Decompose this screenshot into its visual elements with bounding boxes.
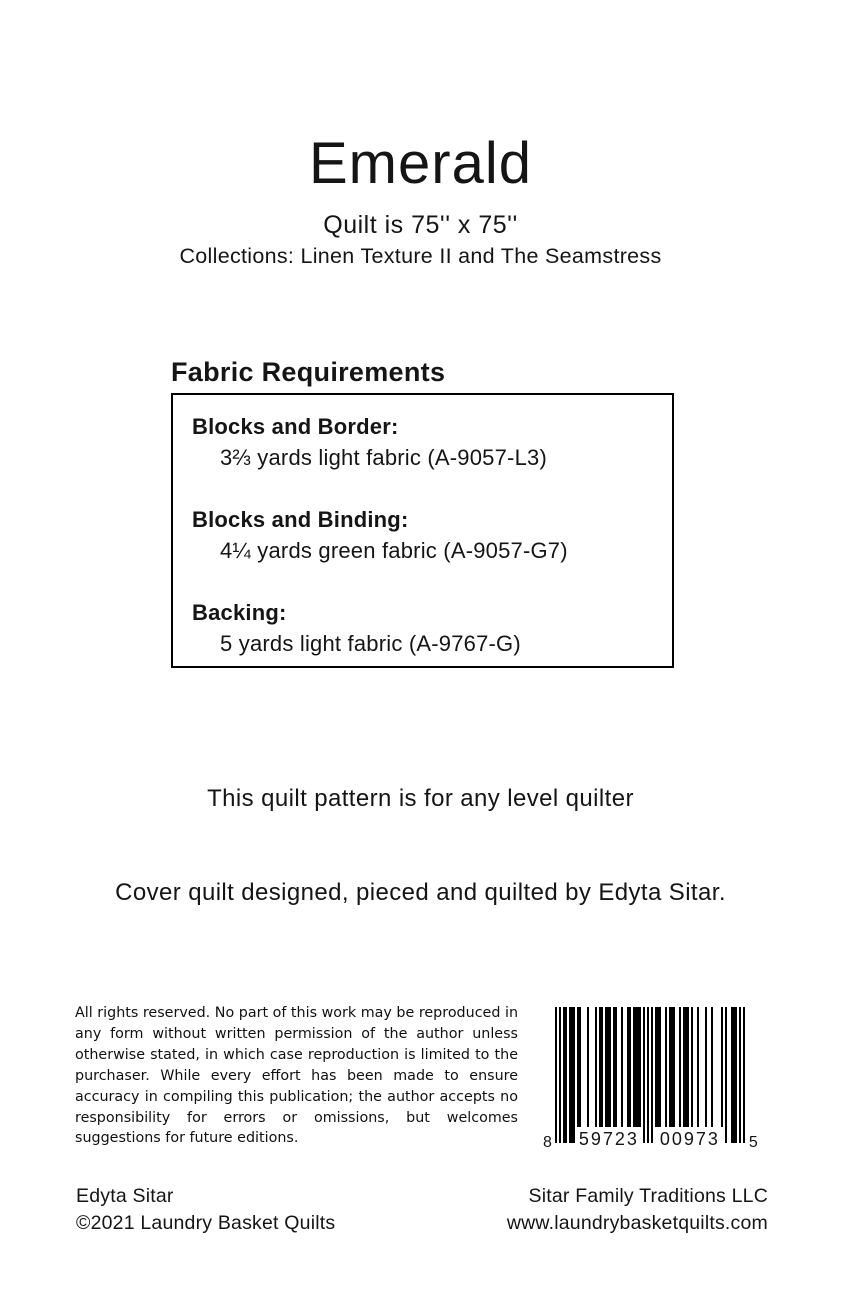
fabric-item-label: Backing: [192,600,287,625]
footer-author: Edyta Sitar [76,1185,174,1207]
collections-line: Collections: Linen Texture II and The Seamstress [179,244,662,268]
barcode-left-digit: 8 [543,1134,552,1151]
barcode-right-digit: 5 [748,1134,758,1151]
footer-author-block [76,1183,335,1237]
fabric-item-blocks-border [192,412,662,473]
fabric-item-detail: 4¼ yards green fabric (A-9057-G7) [220,538,568,563]
quilt-size-line: Quilt is 75'' x 75'' [323,211,518,239]
page-title: Emerald [309,131,532,196]
skill-level-note: This quilt pattern is for any level quilter [207,785,634,812]
fabric-requirements-box [171,393,674,668]
copyright-legal-text: All rights reserved. No part of this work may be reproduced in any form without written permission of the author unless otherwise stated, in which case reproduction is limited to the purchaser. While every effort has been made to ensure accuracy in compiling this publication; the author accepts no responsibility for errors or omissions, but welcomes suggestions for future editions. [75,1005,519,1147]
fabric-item-blocks-binding [192,505,662,566]
fabric-item-detail: 3⅔ yards light fabric (A-9057-L3) [220,445,547,470]
barcode-left-group: 59723 [575,1127,643,1151]
fabric-item-backing [192,598,662,659]
upc-barcode [543,1007,758,1151]
fabric-item-detail: 5 yards light fabric (A-9767-G) [220,631,521,656]
footer-website: www.laundrybasketquilts.com [506,1212,768,1234]
footer-company-block [507,1183,768,1237]
fabric-item-label: Blocks and Border: [192,414,399,439]
barcode-bars-wrap [555,1007,745,1149]
fabric-requirements-heading: Fabric Requirements [171,357,446,387]
fabric-item-label: Blocks and Binding: [192,507,409,532]
designer-credit-note: Cover quilt designed, pieced and quilted by Edyta Sitar. [115,879,726,906]
barcode-right-group: 00973 [655,1127,725,1151]
footer-copyright: ©2021 Laundry Basket Quilts [76,1212,336,1234]
barcode-bars-image [555,1007,745,1143]
footer-company: Sitar Family Traditions LLC [528,1185,768,1207]
